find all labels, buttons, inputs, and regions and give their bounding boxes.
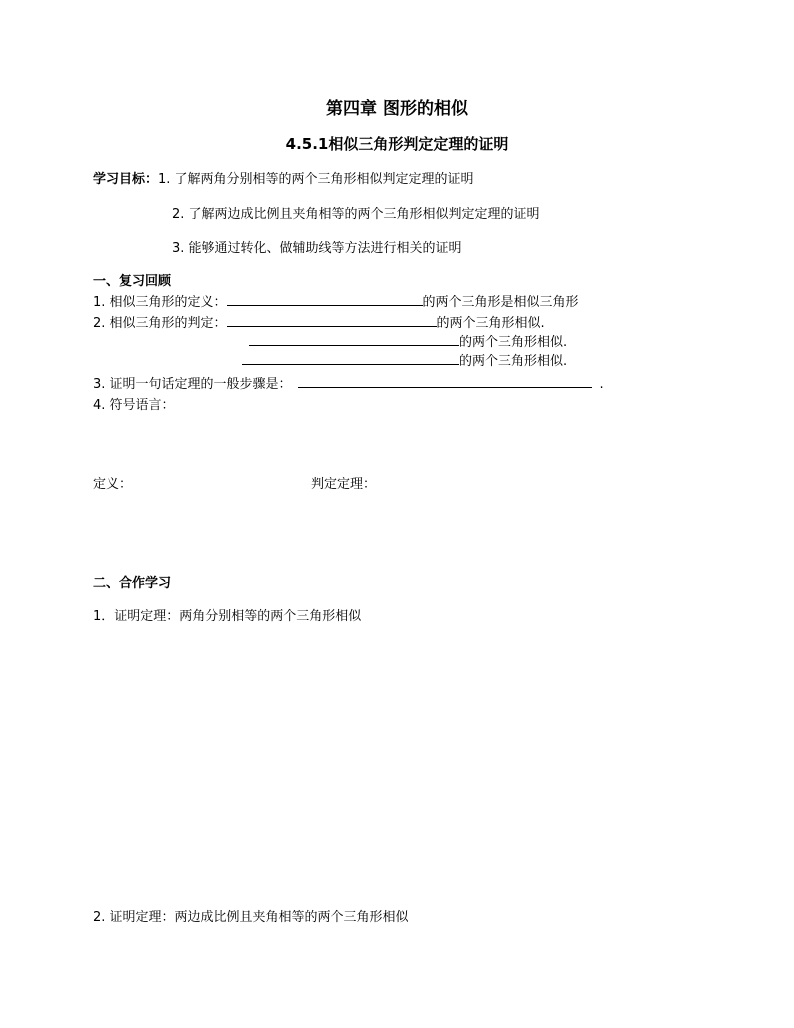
q1-tail: 的两个三角形是相似三角形 — [422, 295, 579, 310]
q1-label: 1. 相似三角形的定义： — [93, 295, 227, 310]
q2-blank-1[interactable] — [227, 313, 437, 327]
cooperation-item-2: 2. 证明定理：两边成比例且夹角相等的两个三角形相似 — [93, 910, 409, 925]
review-q4: 4. 符号语言： — [93, 398, 175, 413]
q2-blank-3[interactable] — [242, 351, 459, 365]
lesson-title: 4.5.1相似三角形判定定理的证明 — [285, 135, 509, 153]
goals-line-1 — [93, 168, 474, 187]
q2-label: 2. 相似三角形的判定： — [93, 316, 227, 331]
review-q1 — [93, 291, 579, 310]
cooperation-item-1: 1．证明定理：两角分别相等的两个三角形相似 — [93, 609, 362, 624]
q3-blank[interactable] — [298, 374, 592, 388]
review-q2 — [93, 312, 545, 331]
q2-tail-1: 的两个三角形相似. — [436, 316, 545, 331]
review-q2-line3 — [242, 350, 567, 369]
q3-label: 3. 证明一句话定理的一般步骤是： — [93, 377, 292, 392]
goal-item-2: 2. 了解两边成比例且夹角相等的两个三角形相似判定定理的证明 — [172, 207, 540, 222]
goal-item-3: 3. 能够通过转化、做辅助线等方法进行相关的证明 — [172, 241, 462, 256]
q2-blank-2[interactable] — [249, 332, 459, 346]
definition-label: 定义： — [93, 477, 133, 492]
q3-tail: . — [599, 377, 604, 392]
review-q2-line2 — [249, 331, 567, 350]
review-q3 — [93, 373, 604, 392]
review-heading: 一、复习回顾 — [93, 274, 172, 289]
q1-blank[interactable] — [227, 292, 423, 306]
q2-tail-3: 的两个三角形相似. — [459, 354, 568, 369]
goal-item-1: 1. 了解两角分别相等的两个三角形相似判定定理的证明 — [158, 172, 474, 187]
cooperation-heading: 二、合作学习 — [93, 576, 172, 591]
q2-tail-2: 的两个三角形相似. — [459, 335, 568, 350]
goals-label: 学习目标： — [93, 172, 159, 187]
chapter-title: 第四章 图形的相似 — [326, 99, 468, 119]
theorem-label: 判定定理： — [311, 477, 377, 492]
